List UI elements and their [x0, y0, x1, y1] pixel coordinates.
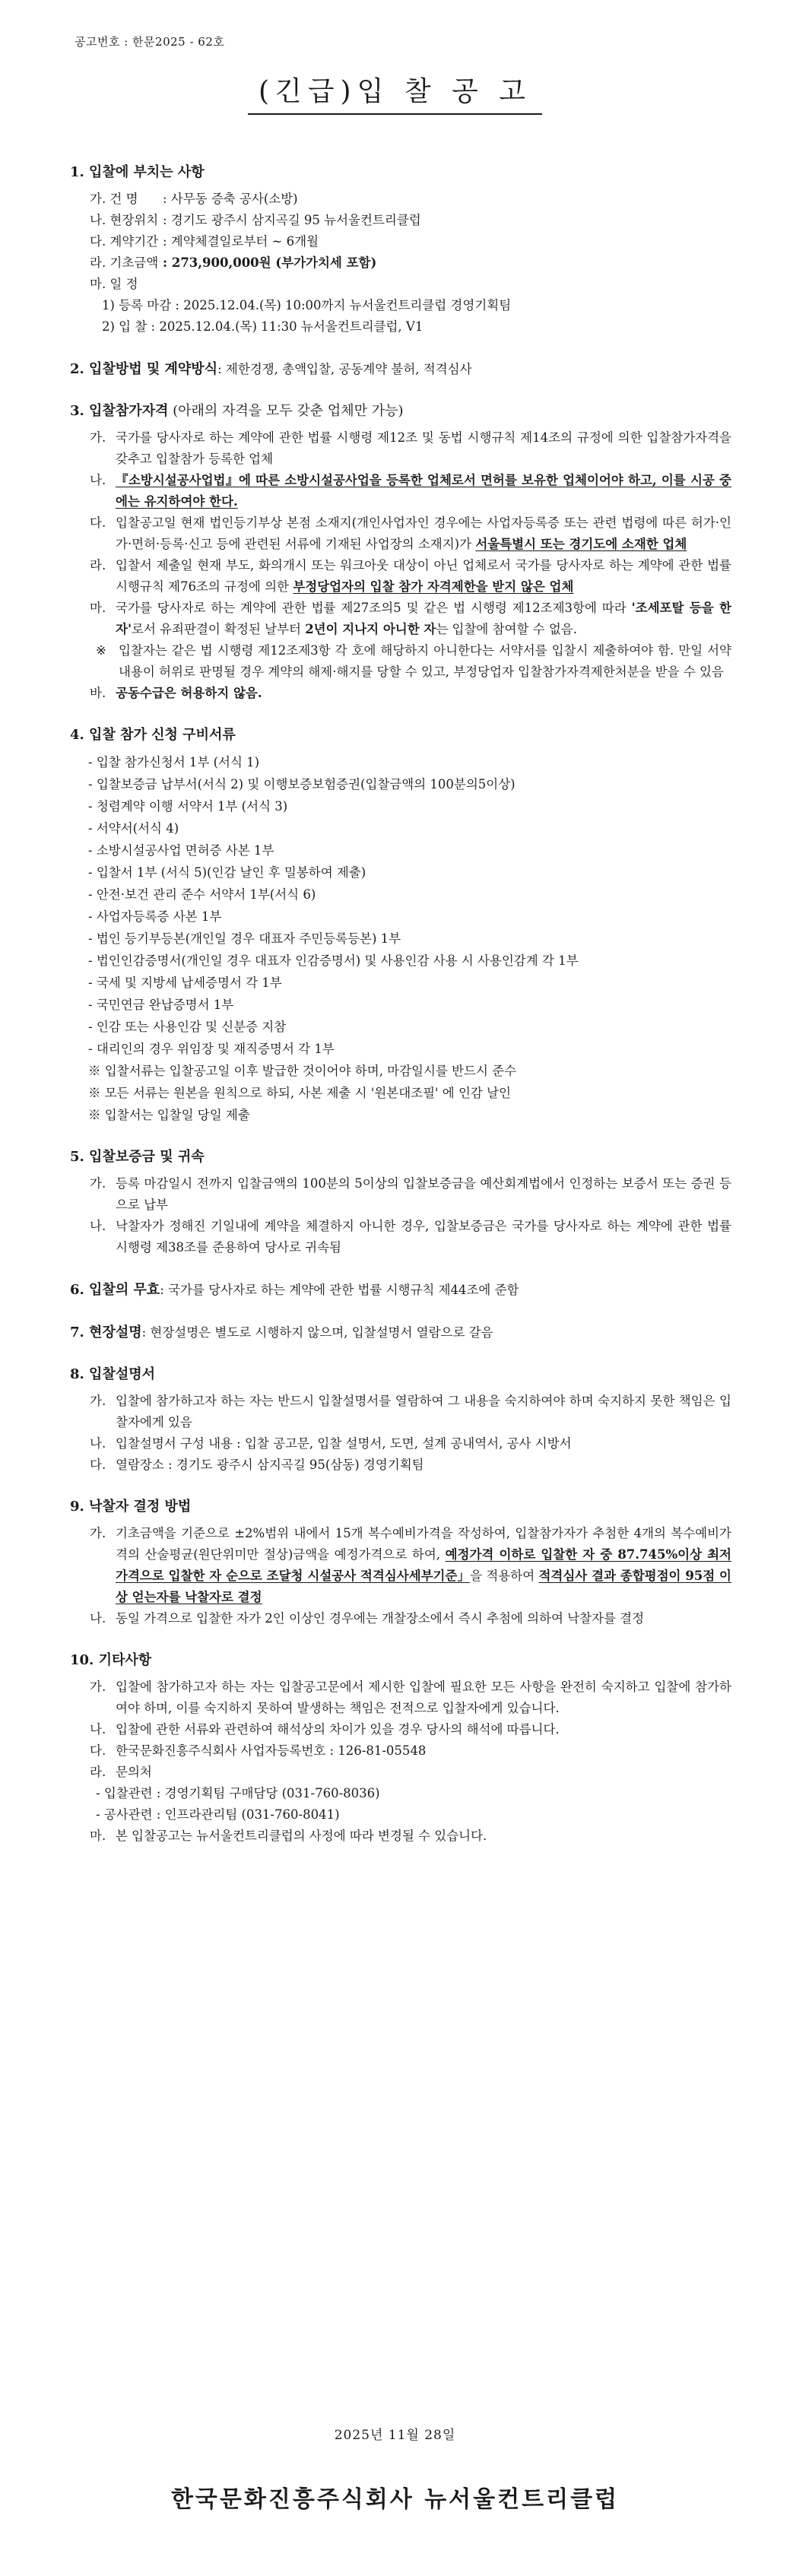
schedule-registration: 1) 등록 마감 : 2025.12.04.(목) 10:00까지 뉴서울컨트리클럽 경영기획팀 — [102, 298, 512, 312]
base-amount-row: 라. 기초금액 : 273,900,000원 (부가가치세 포함) — [90, 255, 377, 270]
section-misc — [70, 1651, 731, 1847]
document-note: ※ 입찰서는 입찰일 당일 제출 — [88, 1108, 250, 1122]
list-item: - 소방시설공사업 면허증 사본 1부 — [88, 843, 274, 858]
list-item: - 안전·보건 관리 준수 서약서 1부(서식 6) — [88, 887, 316, 902]
section-heading: 5. 입찰보증금 및 귀속 — [70, 1149, 205, 1165]
notice-body — [70, 149, 731, 1847]
deposit-a: 가. 등록 마감일시 전까지 입찰금액의 100분의 5이상의 입찰보증금을 예산회계법에서 인정하는 보증서 또는 증권 등으로 납부 — [90, 1176, 731, 1212]
list-item: - 국세 및 지방세 납세증명서 각 1부 — [88, 976, 282, 990]
notice-date: 2025년 11월 28일 — [334, 2428, 456, 2443]
misc-e: 마. 본 입찰공고는 뉴서울컨트리클럽의 사정에 따라 변경될 수 있습니다. — [90, 1829, 487, 1843]
list-item: - 입찰서 1부 (서식 5)(인감 날인 후 밀봉하여 제출) — [88, 865, 366, 880]
section-heading: 4. 입찰 참가 신청 구비서류 — [70, 727, 236, 743]
schedule-row: 마. 일 정 — [90, 277, 138, 291]
section-bid-method — [70, 359, 731, 380]
qualification-a: 가. 국가를 당사자로 하는 계약에 관한 법률 시행령 제12조 및 동법 시행규칙 제14조의 규정에 의한 입찰참가자격을 갖추고 입찰참가 등록한 업체 — [90, 430, 731, 466]
list-item: - 서약서(서식 4) — [88, 821, 179, 836]
document-note: ※ 입찰서류는 입찰공고일 이후 발급한 것이어야 하며, 마감일시를 반드시 준수 — [88, 1064, 517, 1078]
section-heading: 8. 입찰설명서 — [70, 1366, 155, 1382]
list-item: - 사업자등록증 사본 1부 — [88, 909, 222, 924]
notice-number: 공고번호 : 한문2025 - 62호 — [75, 35, 225, 49]
award-a: 가. 기초금액을 기준으로 ±2%범위 내에서 15개 복수예비가격을 작성하여, 입찰참가자가 추첨한 4개의 복수예비가격의 산술평균(원단위미만 절상)금액을 예정가격으로 하여, 예정가격 이하로 입찰한 자 중 87.745%이상 최저가격으로 입찰한 자 순으로 조달청 시설공사 적격심사세부기준」을 적용하여 적격심사 결과 종합평점이 95점 이상 얻는자를 낙찰자로 결정 — [90, 1526, 731, 1604]
manual-b: 나. 입찰설명서 구성 내용 : 입찰 공고문, 입찰 설명서, 도면, 설계 공내역서, 공사 시방서 — [90, 1436, 572, 1451]
misc-c: 다. 한국문화진흥주식회사 사업자등록번호 : 126-81-05548 — [90, 1743, 427, 1758]
manual-a: 가. 입찰에 참가하고자 하는 자는 반드시 입찰설명서를 열람하여 그 내용을 숙지하여야 하며 숙지하지 못한 책임은 입찰자에게 있음 — [90, 1394, 731, 1429]
section-heading: 9. 낙찰자 결정 방법 — [70, 1499, 192, 1515]
contact-bidding: - 입찰관련 : 경영기획팀 구매담당 (031-760-8036) — [96, 1786, 380, 1800]
qualification-d: 라. 입찰서 제출일 현재 부도, 화의개시 또는 워크아웃 대상이 아닌 업체로서 국가를 당사자로 하는 계약에 관한 법률 시행규칙 제76조의 규정에 의한 부정당업자의 입찰 참가 자격제한을 받지 않은 업체 — [90, 558, 731, 594]
section-bid-deposit — [70, 1147, 731, 1258]
section-site-briefing — [70, 1322, 731, 1344]
deposit-b: 나. 낙찰자가 정해진 기일내에 계약을 체결하지 아니한 경우, 입찰보증금은 국가를 당사자로 하는 계약에 관한 법률 시행령 제38조를 준용하여 당사로 귀속됨 — [90, 1219, 731, 1255]
document-note: ※ 모든 서류는 원본을 원칙으로 하되, 사본 제출 시 '원본대조필' 에 인감 날인 — [88, 1086, 511, 1100]
section-heading: 6. 입찰의 무효 — [70, 1282, 160, 1298]
section-heading: 2. 입찰방법 및 계약방식 — [70, 361, 218, 377]
section-award-method — [70, 1497, 731, 1629]
section-heading-note: (아래의 자격을 모두 갖춘 업체만 가능) — [168, 403, 404, 419]
misc-d: 라. 문의처 — [90, 1765, 152, 1779]
list-item: - 법인인감증명서(개인일 경우 대표자 인감증명서) 및 사용인감 사용 시 사용인감계 각 1부 — [88, 953, 579, 968]
site-location-row: 나. 현장위치 : 경기도 광주시 삼지곡길 95 뉴서울컨트리클럽 — [90, 213, 421, 227]
qualification-c: 다. 입찰공고일 현재 법인등기부상 본점 소재지(개인사업자인 경우에는 사업자등록증 또는 관련 법령에 따른 허가·인가·면허·등록·신고 등에 관련된 서류에 기재된 사업장의 소재지)가 서울특별시 또는 경기도에 소재한 업체 — [90, 516, 731, 551]
section-invalid-bid — [70, 1280, 731, 1301]
document-title: (긴급)입 찰 공 고 — [248, 70, 542, 115]
schedule-bidding: 2) 입 찰 : 2025.12.04.(목) 11:30 뉴서울컨트리클럽, V1 — [102, 319, 424, 334]
list-item: - 인감 또는 사용인감 및 신분증 지참 — [88, 1020, 287, 1034]
section-heading: 10. 기타사항 — [70, 1652, 152, 1668]
qualification-b: 나. 『소방시설공사업법』에 따른 소방시설공사업을 등록한 업체로서 면허를 보유한 업체이어야 하고, 이를 시공 중에는 유지하여야 한다. — [90, 473, 731, 509]
section-required-documents — [70, 725, 731, 1126]
qualification-f: 바. 공동수급은 허용하지 않음. — [90, 686, 262, 700]
item-name-row: 가. 건 명 : 사무동 증축 공사(소방) — [90, 192, 298, 206]
document-title-wrap — [0, 70, 790, 115]
section-heading: 3. 입찰참가자격 — [70, 403, 169, 419]
misc-a: 가. 입찰에 참가하고자 하는 자는 입찰공고문에서 제시한 입찰에 필요한 모든 사항을 완전히 숙지하고 입찰에 참가하여야 하며, 이를 숙지하지 못하여 발생하는 책임은 전적으로 입찰자에게 있습니다. — [90, 1680, 731, 1715]
bid-method-text: : 제한경쟁, 총액입찰, 공동계약 불허, 적격심사 — [217, 362, 472, 376]
list-item: - 청렴계약 이행 서약서 1부 (서식 3) — [88, 799, 288, 814]
qualification-note: ※ 입찰자는 같은 법 시행령 제12조제3항 각 호에 해당하지 아니한다는 서약서를 입찰시 제출하여야 함. 만일 서약내용이 허위로 판명될 경우 계약의 해제·해지를 당할 수 있고, 부정당업자 입찰참가자격제한처분을 받을 수 있음 — [96, 643, 731, 679]
issuer-signature: 한국문화진흥주식회사 뉴서울컨트리클럽 — [170, 2486, 620, 2513]
list-item: - 법인 등기부등본(개인일 경우 대표자 주민등록등본) 1부 — [88, 931, 401, 946]
qualification-e: 마. 국가를 당사자로 하는 계약에 관한 법률 제27조의5 및 같은 법 시행령 제12조제3항에 따라 '조세포탈 등을 한 자'로서 유죄판결이 확정된 날부터 2년이 지나지 아니한 자는 입찰에 참여할 수 없음. — [90, 601, 731, 636]
list-item: - 입찰보증금 납부서(서식 2) 및 이행보증보험증권(입찰금액의 100분의5이상) — [88, 777, 516, 792]
list-item: - 입찰 참가신청서 1부 (서식 1) — [88, 755, 260, 769]
misc-b: 나. 입찰에 관한 서류와 관련하여 해석상의 차이가 있을 경우 당사의 해석에 따릅니다. — [90, 1722, 560, 1737]
list-item: - 국민연금 완납증명서 1부 — [88, 998, 234, 1012]
section-bid-items — [70, 163, 731, 338]
contact-construction: - 공사관련 : 인프라관리팀 (031-760-8041) — [96, 1807, 340, 1822]
manual-c: 다. 열람장소 : 경기도 광주시 삼지곡길 95(삼동) 경영기획팀 — [90, 1458, 424, 1472]
list-item: - 대리인의 경우 위임장 및 재직증명서 각 1부 — [88, 1042, 335, 1056]
section-heading: 1. 입찰에 부치는 사항 — [70, 164, 205, 180]
contract-period-row: 다. 계약기간 : 계약체결일로부터 ~ 6개월 — [90, 234, 319, 249]
section-qualification — [70, 401, 731, 704]
award-b: 나. 동일 가격으로 입찰한 자가 2인 이상인 경우에는 개찰장소에서 즉시 추첨에 의하여 낙찰자를 결정 — [90, 1611, 645, 1626]
section-heading: 7. 현장설명 — [70, 1324, 142, 1340]
section-bid-manual — [70, 1365, 731, 1476]
invalid-bid-text: : 국가를 당사자로 하는 계약에 관한 법률 시행규칙 제44조에 준함 — [160, 1283, 519, 1297]
site-briefing-text: : 현장설명은 별도로 시행하지 않으며, 입찰설명서 열람으로 갈음 — [141, 1325, 493, 1340]
